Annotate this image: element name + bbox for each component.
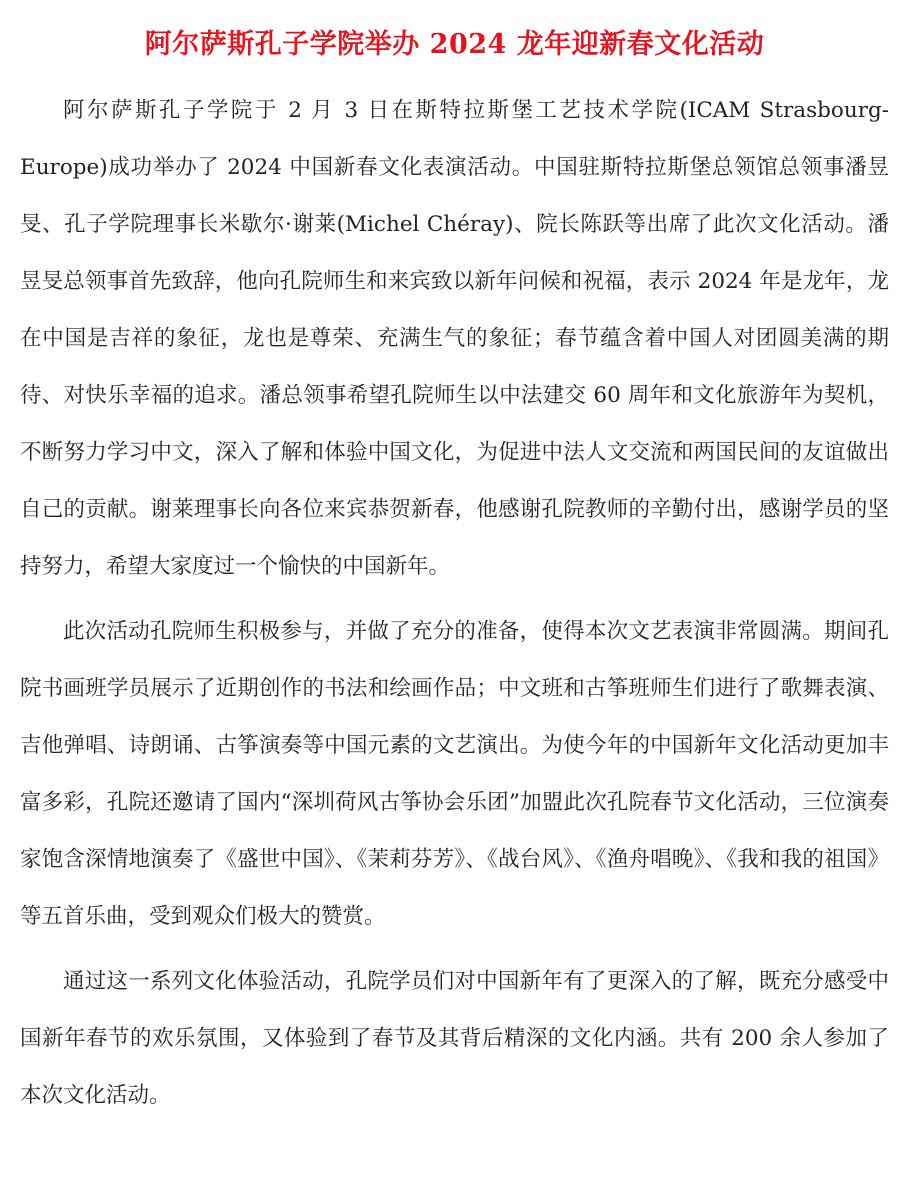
article-title: 阿尔萨斯孔子学院举办 2024 龙年迎新春文化活动 <box>144 29 765 60</box>
article-paragraph-3: 通过这一系列文化体验活动，孔院学员们对中国新年有了更深入的了解，既充分感受中国新年春节的欢乐氛围，又体验到了春节及其背后精深的文化内涵。共有 200 余人参加了本次文化活动。 <box>20 969 889 1108</box>
article-paragraph-2: 此次活动孔院师生积极参与，并做了充分的准备，使得本次文艺表演非常圆满。期间孔院书画班学员展示了近期创作的书法和绘画作品；中文班和古筝班师生们进行了歌舞表演、吉他弹唱、诗朗诵、古筝演奏等中国元素的文艺演出。为使今年的中国新年文化活动更加丰富多彩，孔院还邀请了国内“深圳荷风古筝协会乐团”加盟此次孔院春节文化活动，三位演奏家饱含深情地演奏了《盛世中国》、《茉莉芬芳》、《战台风》、《渔舟唱晚》、《我和我的祖国》等五首乐曲，受到观众们极大的赞赏。 <box>20 619 889 929</box>
article-paragraph-1: 阿尔萨斯孔子学院于 2 月 3 日在斯特拉斯堡工艺技术学院(ICAM Strasbourg-Europe)成功举办了 2024 中国新春文化表演活动。中国驻斯特拉斯堡总领馆总领事潘昱旻、孔子学院理事长米歇尔·谢莱(Michel Chéray)、院长陈跃等出席了此次文化活动。潘昱旻总领事首先致辞，他向孔院师生和来宾致以新年问候和祝福，表示 2024 年是龙年，龙在中国是吉祥的象征，龙也是尊荣、充满生气的象征；春节蕴含着中国人对团圆美满的期待、对快乐幸福的追求。潘总领事希望孔院师生以中法建交 60 周年和文化旅游年为契机，不断努力学习中文，深入了解和体验中国文化，为促进中法人文交流和两国民间的友谊做出自己的贡献。谢莱理事长向各位来宾恭贺新春，他感谢孔院教师的辛勤付出，感谢学员的坚持努力，希望大家度过一个愉快的中国新年。 <box>20 98 889 579</box>
